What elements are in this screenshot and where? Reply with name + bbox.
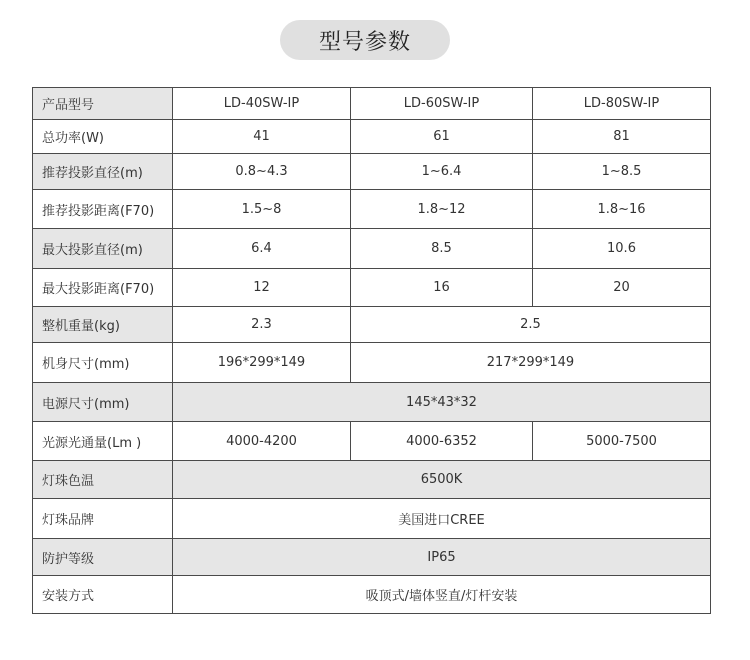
protection-value: IP65 — [173, 539, 711, 576]
protection-label: 防护等级 — [33, 539, 173, 576]
table-row-psu-size — [33, 383, 711, 422]
table-row-power — [33, 120, 711, 154]
header-label: 产品型号 — [33, 88, 173, 120]
flux-value-3: 5000-7500 — [533, 422, 711, 461]
max-diameter-value-2: 8.5 — [351, 229, 533, 269]
table-row-body-size — [33, 343, 711, 383]
flux-label: 光源光通量(Lm ) — [33, 422, 173, 461]
page-title: 型号参数 — [280, 20, 450, 60]
model-2: LD-60SW-IP — [351, 88, 533, 120]
flux-value-1: 4000-4200 — [173, 422, 351, 461]
spec-table — [32, 87, 711, 614]
power-label: 总功率(W) — [33, 120, 173, 154]
diameter-value-2: 1~6.4 — [351, 154, 533, 190]
mounting-label: 安装方式 — [33, 576, 173, 614]
body-size-value-2: 217*299*149 — [351, 343, 711, 383]
led-brand-label: 灯珠品牌 — [33, 499, 173, 539]
table-row-max-diameter — [33, 229, 711, 269]
distance-value-2: 1.8~12 — [351, 190, 533, 229]
power-value-2: 61 — [351, 120, 533, 154]
table-row-mounting — [33, 576, 711, 614]
diameter-value-1: 0.8~4.3 — [173, 154, 351, 190]
color-temp-label: 灯珠色温 — [33, 461, 173, 499]
table-row-flux — [33, 422, 711, 461]
weight-label: 整机重量(kg) — [33, 307, 173, 343]
max-diameter-label: 最大投影直径(m) — [33, 229, 173, 269]
psu-size-value: 145*43*32 — [173, 383, 711, 422]
table-row-color-temp — [33, 461, 711, 499]
max-distance-label: 最大投影距离(F70) — [33, 269, 173, 307]
diameter-value-3: 1~8.5 — [533, 154, 711, 190]
table-row-protection — [33, 539, 711, 576]
mounting-value: 吸顶式/墙体竖直/灯杆安装 — [173, 576, 711, 614]
table-row-diameter — [33, 154, 711, 190]
weight-value-2: 2.5 — [351, 307, 711, 343]
max-distance-value-3: 20 — [533, 269, 711, 307]
distance-label: 推荐投影距离(F70) — [33, 190, 173, 229]
diameter-label: 推荐投影直径(m) — [33, 154, 173, 190]
table-row-distance — [33, 190, 711, 229]
table-row-weight — [33, 307, 711, 343]
model-1: LD-40SW-IP — [173, 88, 351, 120]
power-value-3: 81 — [533, 120, 711, 154]
max-distance-value-1: 12 — [173, 269, 351, 307]
max-diameter-value-1: 6.4 — [173, 229, 351, 269]
distance-value-1: 1.5~8 — [173, 190, 351, 229]
max-diameter-value-3: 10.6 — [533, 229, 711, 269]
psu-size-label: 电源尺寸(mm) — [33, 383, 173, 422]
model-3: LD-80SW-IP — [533, 88, 711, 120]
body-size-value-1: 196*299*149 — [173, 343, 351, 383]
table-row-max-distance — [33, 269, 711, 307]
flux-value-2: 4000-6352 — [351, 422, 533, 461]
body-size-label: 机身尺寸(mm) — [33, 343, 173, 383]
led-brand-value: 美国进口CREE — [173, 499, 711, 539]
table-row-header — [33, 88, 711, 120]
color-temp-value: 6500K — [173, 461, 711, 499]
max-distance-value-2: 16 — [351, 269, 533, 307]
table-row-led-brand — [33, 499, 711, 539]
distance-value-3: 1.8~16 — [533, 190, 711, 229]
power-value-1: 41 — [173, 120, 351, 154]
weight-value-1: 2.3 — [173, 307, 351, 343]
